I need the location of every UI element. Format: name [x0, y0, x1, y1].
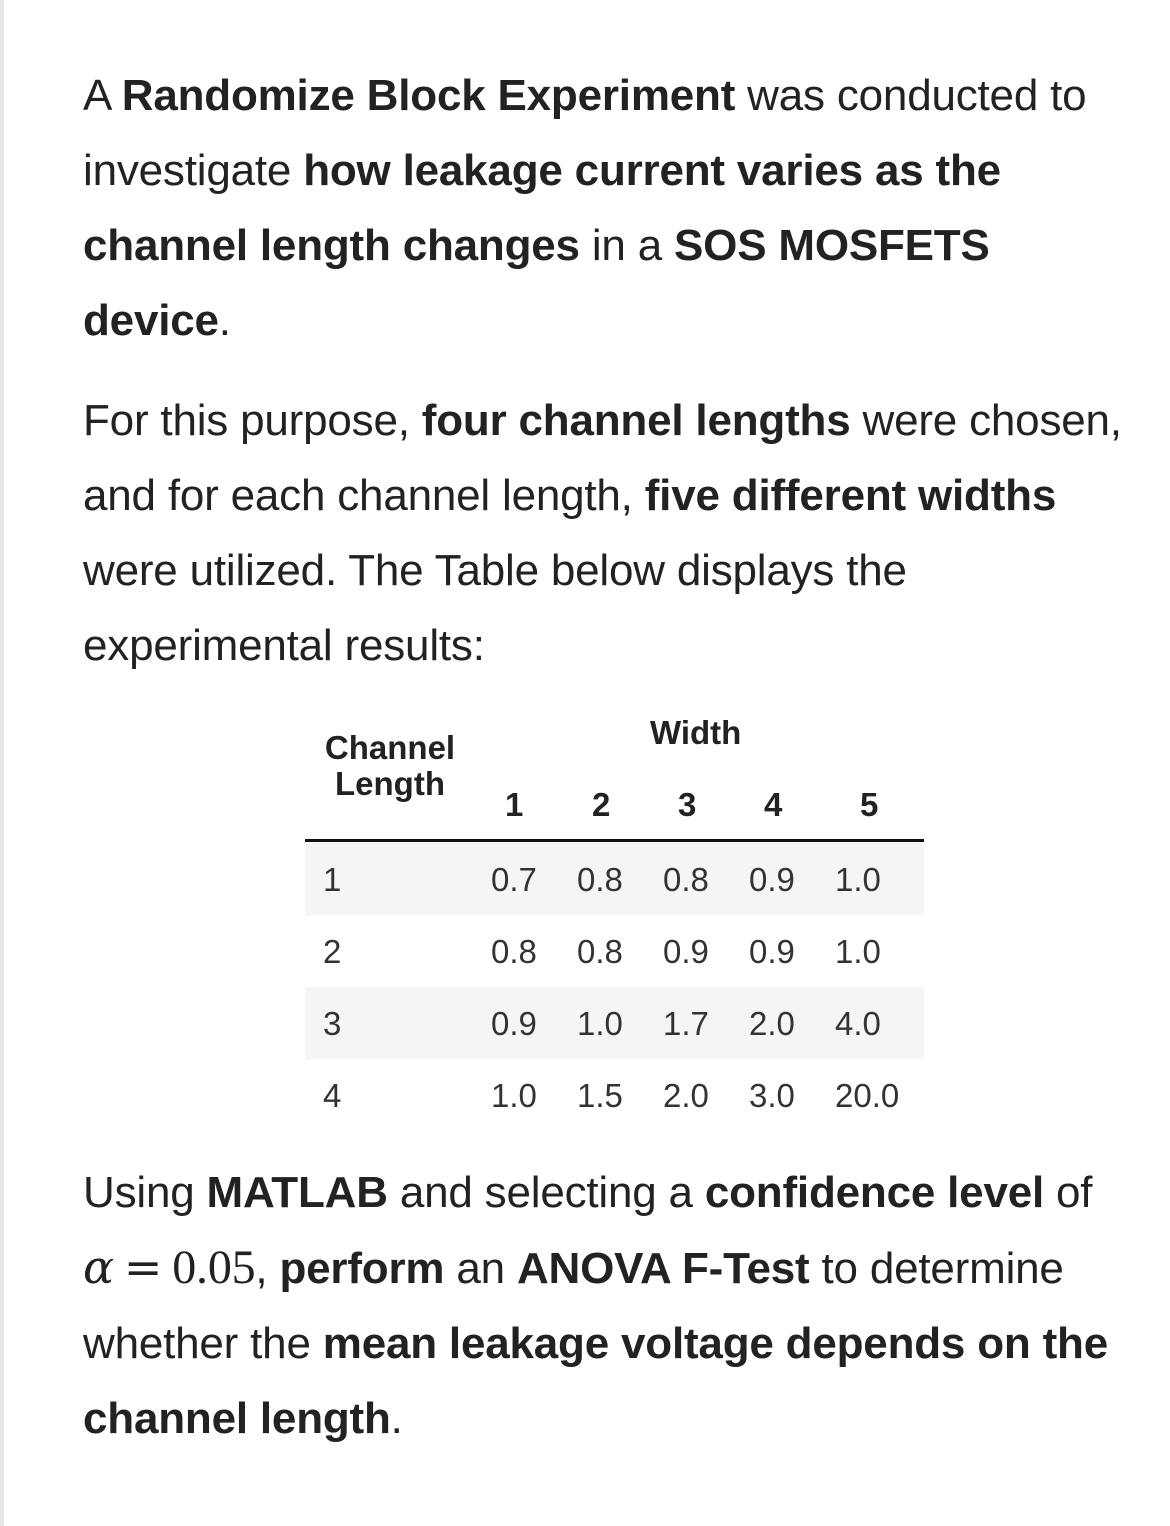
- intro-bold-3: SOS MOSFETS device: [83, 221, 990, 345]
- row-header: Channel Length: [324, 729, 456, 802]
- task-text-7: .: [390, 1394, 403, 1443]
- table-cell: 1.0: [577, 1005, 623, 1042]
- purpose-text-2: were chosen, and for each channel length,: [83, 396, 1122, 520]
- table-cell: 0.7: [491, 861, 537, 898]
- table-cell: 4.0: [835, 1005, 881, 1042]
- task-text-3: of: [1044, 1168, 1093, 1217]
- purpose-text-1: For this purpose,: [83, 396, 422, 445]
- task-bold-5: mean leakage voltage depends on the channel length: [83, 1319, 1109, 1443]
- intro-paragraph: [83, 58, 1123, 358]
- intro-text-1: A: [83, 71, 122, 120]
- table-cell: 0.9: [663, 933, 709, 970]
- column-header: 1: [505, 786, 524, 823]
- table-cell: 1.0: [835, 933, 881, 970]
- alpha-symbol: α: [83, 1240, 114, 1294]
- table-cell: 0.9: [491, 1005, 537, 1042]
- task-bold-2: confidence level: [704, 1168, 1045, 1217]
- task-bold-1: MATLAB: [206, 1168, 388, 1217]
- row-label: 1: [323, 861, 342, 898]
- task-text-1: Using: [83, 1168, 207, 1217]
- row-label: 4: [323, 1077, 342, 1114]
- table-cell: 0.8: [663, 861, 709, 898]
- intro-bold-1: Randomize Block Experiment: [121, 71, 736, 120]
- table-cell: 0.9: [749, 933, 795, 970]
- header-rule: [305, 839, 924, 842]
- purpose-paragraph: [83, 383, 1123, 683]
- purpose-text-3: were utilized. The Table below displays the experimental results:: [83, 546, 907, 670]
- table-row: [305, 987, 924, 1059]
- results-table: [305, 700, 925, 1140]
- task-text-6: to determine whether the: [83, 1244, 1064, 1368]
- intro-text-4: .: [218, 296, 231, 345]
- task-paragraph: [83, 1155, 1123, 1456]
- task-bold-4: ANOVA F-Test: [516, 1244, 810, 1293]
- table-cell: 20.0: [835, 1077, 900, 1114]
- column-header: 5: [860, 786, 879, 823]
- intro-text-3: in a: [579, 221, 675, 270]
- row-label: 2: [323, 933, 342, 970]
- column-header: 3: [678, 786, 697, 823]
- purpose-bold-2: five different widths: [644, 471, 1057, 520]
- group-header: Width: [650, 714, 742, 751]
- task-text: [83, 1155, 1123, 1456]
- column-header: 4: [764, 786, 783, 823]
- left-border: [0, 0, 4, 1526]
- row-label: 3: [323, 1005, 342, 1042]
- task-text-2: and selecting a: [387, 1168, 705, 1217]
- column-header: 2: [592, 786, 611, 823]
- table-cell: 2.0: [663, 1077, 709, 1114]
- table-cell: 1.0: [491, 1077, 537, 1114]
- equals-sign: =: [123, 1240, 163, 1294]
- table-row: [305, 915, 924, 987]
- table-cell: 1.7: [663, 1005, 709, 1042]
- intro-bold-2: how leakage current varies as the channel length changes: [83, 146, 1001, 270]
- table-cell: 0.9: [749, 861, 795, 898]
- table-cell: 0.8: [577, 933, 623, 970]
- table-row: [305, 843, 924, 915]
- table-cell: 2.0: [749, 1005, 795, 1042]
- purpose-bold-1: four channel lengths: [421, 396, 851, 445]
- intro-text-2: was conducted to investigate: [83, 71, 1087, 195]
- table-row: [305, 1059, 924, 1131]
- table-cell: 1.5: [577, 1077, 623, 1114]
- task-bold-3: perform: [279, 1244, 445, 1293]
- table-cell: 0.8: [491, 933, 537, 970]
- task-text-4: ,: [255, 1244, 280, 1293]
- table-cell: 0.8: [577, 861, 623, 898]
- alpha-value: 0.05: [172, 1241, 256, 1294]
- problem-text: [83, 58, 1123, 683]
- table-cell: 1.0: [835, 861, 881, 898]
- table-cell: 3.0: [749, 1077, 795, 1114]
- task-text-5: an: [444, 1244, 517, 1293]
